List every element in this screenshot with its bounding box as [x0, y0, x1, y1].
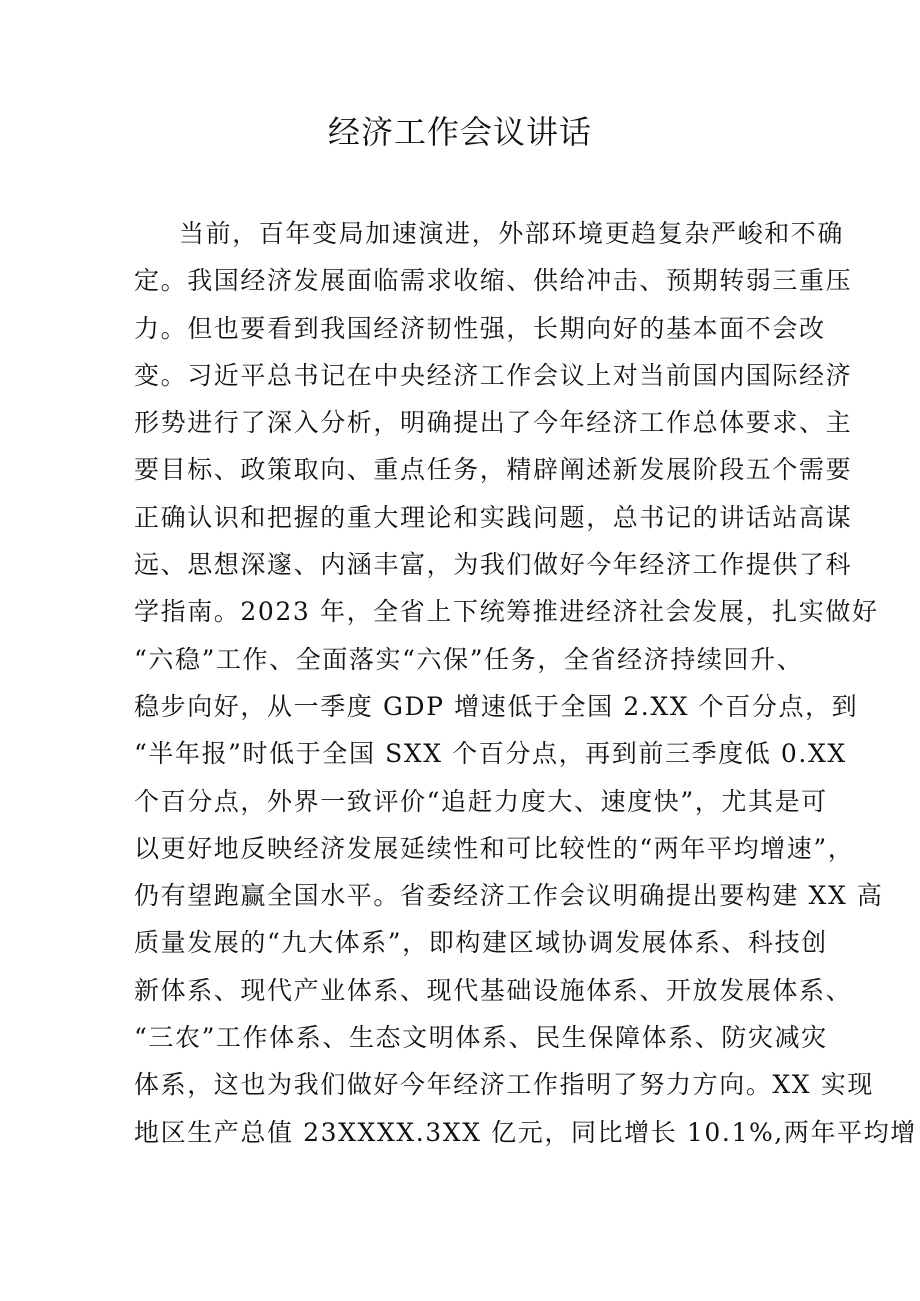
paragraph-line: 形势进行了深入分析，明确提出了今年经济工作总体要求、主	[134, 408, 853, 438]
paragraph-line: 仍有望跑赢全国水平。省委经济工作会议明确提出要构建 XX 高	[134, 881, 884, 911]
paragraph-line: 稳步向好，从一季度 GDP 增速低于全国 2.XX 个百分点，到	[134, 691, 859, 721]
paragraph-line: 当前，百年变局加速演进，外部环境更趋复杂严峻和不确	[179, 219, 845, 248]
paragraph-line: 正确认识和把握的重大理论和实践问题，总书记的讲话站高谋	[134, 502, 853, 532]
paragraph-line: 变。习近平总书记在中央经济工作会议上对当前国内国际经济	[134, 360, 853, 390]
paragraph-line: 定。我国经济发展面临需求收缩、供给冲击、预期转弱三重压	[134, 266, 853, 296]
paragraph-line: “三农”工作体系、生态文明体系、民生保障体系、防灾减灾	[134, 1023, 828, 1053]
paragraph-line: “六稳”工作、全面落实“六保”任务，全省经济持续回升、	[134, 644, 804, 674]
paragraph-line: 要目标、政策取向、重点任务，精辟阐述新发展阶段五个需要	[134, 455, 853, 485]
paragraph-line: “半年报”时低于全国 SXX 个百分点，再到前三季度低 0.XX	[134, 739, 847, 769]
paragraph-line: 质量发展的“九大体系”，即构建区域协调发展体系、科技创	[134, 928, 828, 958]
paragraph-line: 新体系、现代产业体系、现代基础设施体系、开放发展体系、	[134, 975, 853, 1005]
paragraph-line: 个百分点，外界一致评价“追赶力度大、速度快”，尤其是可	[134, 786, 828, 816]
paragraph-line: 力。但也要看到我国经济韧性强，长期向好的基本面不会改	[134, 313, 826, 343]
paragraph-line: 以更好地反映经济发展延续性和可比较性的“两年平均增速”，	[134, 833, 855, 863]
paragraph-line: 地区生产总值 23XXXX.3XX 亿元，同比增长 10.1%,两年平均增	[134, 1117, 917, 1147]
paragraph-line: 体系，这也为我们做好今年经济工作指明了努力方向。XX 实现	[134, 1070, 874, 1100]
document-body	[134, 210, 917, 1156]
paragraph-line: 远、思想深邃、内涵丰富，为我们做好今年经济工作提供了科	[134, 550, 853, 580]
paragraph-line: 学指南。2023 年，全省上下统筹推进经济社会发展，扎实做好	[134, 597, 879, 627]
document-title: 经济工作会议讲话	[327, 113, 592, 151]
